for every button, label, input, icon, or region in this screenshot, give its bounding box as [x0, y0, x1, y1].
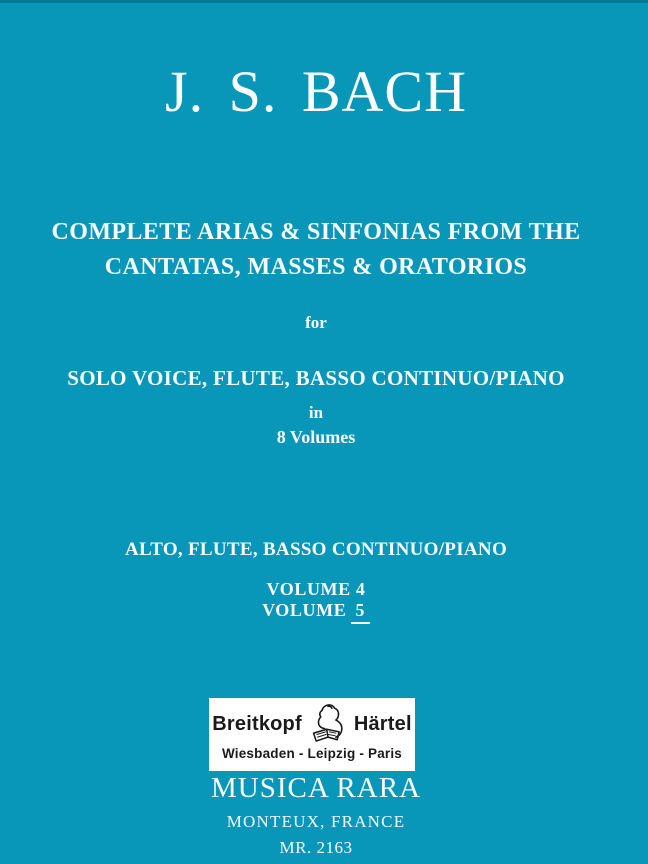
publisher-name-right: Härtel — [353, 713, 412, 735]
catalog-number: MR. 2163 — [279, 838, 353, 857]
publisher-name-left: Breitkopf — [212, 713, 302, 735]
composer-title: J. S. BACH — [165, 59, 467, 124]
in-word: in — [308, 403, 324, 422]
volume-5-line — [0, 600, 632, 624]
volume-5-prefix: VOLUME — [262, 600, 347, 620]
volume-5-number-underlined: 5 — [351, 600, 370, 624]
publisher-logo-box — [209, 698, 415, 771]
imprint-location: MONTEUX, FRANCE — [226, 812, 406, 831]
bear-reading-book-icon — [308, 703, 348, 745]
work-title-line2: CANTATAS, MASSES & ORATORIOS — [104, 254, 528, 280]
edition-instrumentation-line: ALTO, FLUTE, BASSO CONTINUO/PIANO — [124, 539, 508, 560]
publisher-logo-row — [212, 704, 411, 744]
volumes-note: 8 Volumes — [276, 427, 356, 447]
page-top-edge-shadow — [0, 0, 648, 3]
imprint-publisher: MUSICA RARA — [210, 772, 422, 804]
publisher-cities: Wiesbaden - Leipzig - Paris — [221, 746, 403, 761]
for-word: for — [305, 313, 327, 332]
volume-4-line: VOLUME 4 — [266, 579, 366, 599]
instrumentation-line: SOLO VOICE, FLUTE, BASSO CONTINUO/PIANO — [67, 366, 565, 390]
work-title-line1: COMPLETE ARIAS & SINFONIAS FROM THE — [51, 219, 581, 245]
